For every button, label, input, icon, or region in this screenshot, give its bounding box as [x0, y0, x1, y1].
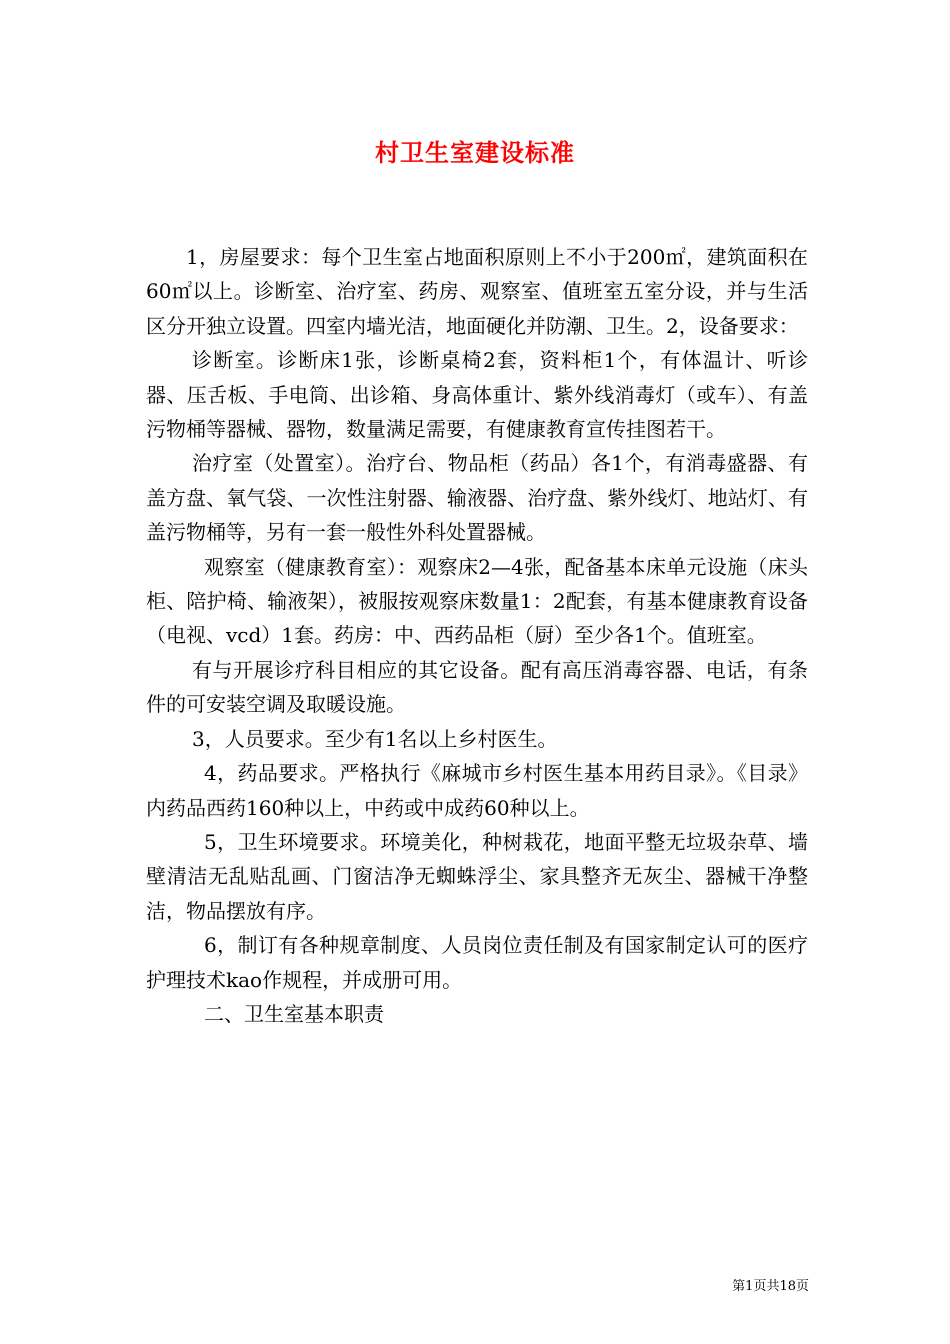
paragraph-other-equipment: 有与开展诊疗科目相应的其它设备。配有高压消毒容器、电话，有条件的可安装空调及取暖设施。	[146, 657, 808, 717]
paragraph-drug-requirements: 4，药品要求。严格执行《麻城市乡村医生基本用药目录》。《目录》内药品西药160种以上，中药或中成药60种以上。	[146, 761, 808, 820]
document-body	[146, 240, 808, 1031]
page-number-footer: 第1页共18页	[732, 1279, 809, 1294]
paragraph-treatment-room: 治疗室（处置室）。治疗台、物品柜（药品）各1个，有消毒盛器、有盖方盘、氧气袋、一次性注射器、输液器、治疗盘、紫外线灯、地站灯、有盖污物桶等，另有一套一般性外科处置器械。	[146, 451, 808, 545]
paragraph-hygiene-requirements: 5，卫生环境要求。环境美化，种树栽花，地面平整无垃圾杂草、墙壁清洁无乱贴乱画、门窗洁净无蜘蛛浮尘、家具整齐无灰尘、器械干净整洁，物品摆放有序。	[146, 829, 808, 923]
document-title: 村卫生室建设标准	[375, 138, 575, 167]
paragraph-observation-room: 观察室（健康教育室）：观察床2—4张，配备基本床单元设施（床头柜、陪护椅、输液架），被服按观察床数量1：2配套，有基本健康教育设备（电视、vcd）1套。药房：中、西药品柜（厨）至少各1个。值班室。	[146, 554, 808, 648]
paragraph-regulations: 6，制订有各种规章制度、人员岗位责任制及有国家制定认可的医疗护理技术kao作规程，并成册可用。	[146, 933, 808, 992]
paragraph-diagnosis-room: 诊断室。诊断床1张，诊断桌椅2套，资料柜1个，有体温计、听诊器、压舌板、手电筒、出诊箱、身高体重计、紫外线消毒灯（或车）、有盖污物桶等器械、器物，数量满足需要，有健康教育宣传挂图若干。	[146, 348, 808, 442]
section-heading-basic-duties: 二、卫生室基本职责	[204, 1001, 384, 1026]
paragraph-staff-requirements: 3，人员要求。至少有1名以上乡村医生。	[192, 726, 558, 751]
paragraph-housing-requirements: 1，房屋要求：每个卫生室占地面积原则上不小于200㎡，建筑面积在60㎡以上。诊断室、治疗室、药房、观察室、值班室五室分设，并与生活区分开独立设置。四室内墙光洁，地面硬化并防潮、卫生。2，设备要求：	[146, 245, 808, 338]
